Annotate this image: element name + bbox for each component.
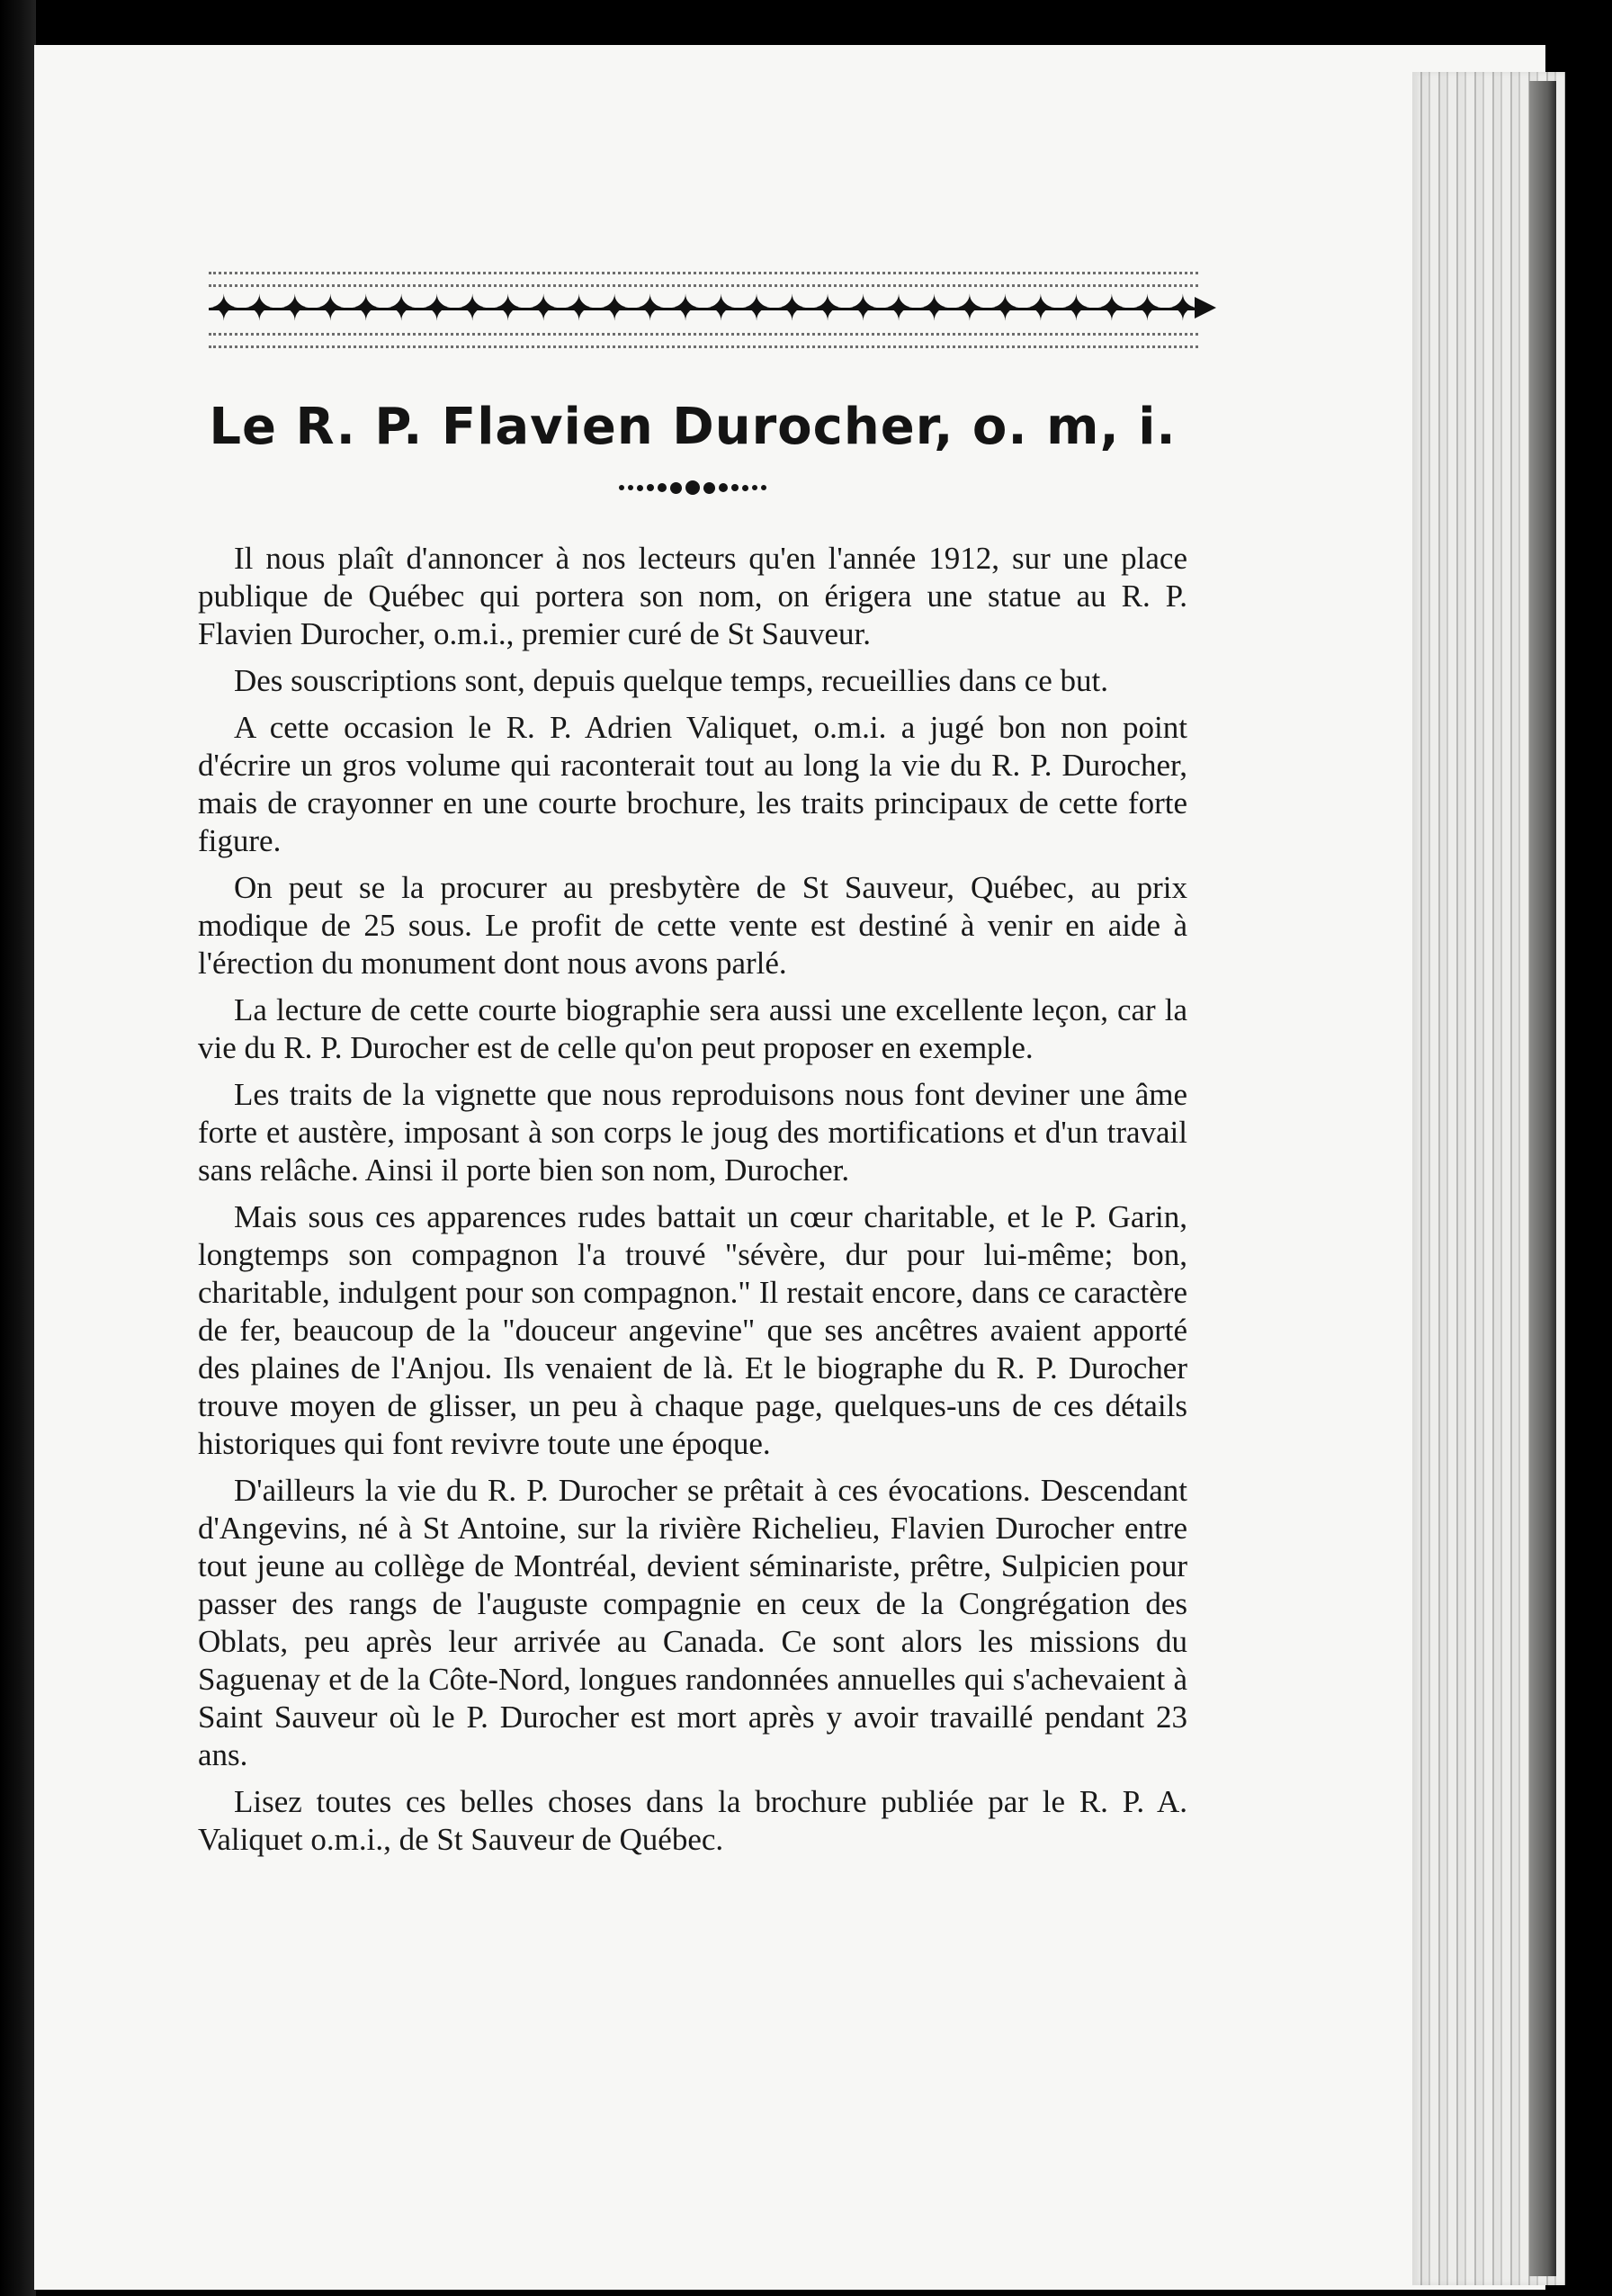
ornament-cross-icon: ✦ — [563, 288, 595, 329]
ornament-cross-icon: ✦ — [315, 288, 345, 329]
ornament-cross-icon: ✦ — [350, 288, 381, 329]
ornament-cross-icon: ✦ — [492, 288, 524, 329]
ornament-dotted-rule — [209, 345, 1198, 348]
ornament-cross-icon: ✦ — [990, 288, 1021, 329]
divider-dot-icon — [647, 484, 654, 491]
divider-dot-icon — [685, 480, 700, 495]
ornament-cross-icon: ✦ — [1025, 288, 1056, 329]
ornament-cross-icon: ✦ — [1061, 288, 1092, 329]
ornament-dotted-rule — [209, 272, 1198, 274]
ornament-cross-icon: ✦ — [918, 288, 950, 329]
book-cover-edge — [1529, 81, 1556, 2276]
paragraph: On peut se la procurer au presbytère de St Sauveur, Québec, au prix modique de 25 sous. Le profit de cette vente est destiné à venir en aide à l'érection du monument dont nous avons parlé. — [198, 870, 1187, 981]
ornament-cross-icon: ✦ — [954, 288, 985, 329]
ornament-cross-icon: ✦ — [209, 288, 239, 329]
article-title: Le R. P. Flavien Durocher, o. m, i. — [209, 398, 1177, 456]
ornament-cross-icon: ✦ — [528, 288, 559, 329]
ornament-cross-icon: ✦ — [599, 288, 630, 329]
divider-dot-icon — [658, 483, 667, 492]
ornament-cross-icon: ✦ — [1097, 288, 1127, 329]
ornament-cross-icon: ✦ — [670, 288, 701, 329]
ornament-cross-icon: ✦ — [705, 288, 737, 329]
paragraph: Les traits de la vignette que nous reproduisons nous font deviner une âme forte et austère, imposant à son corps le joug des mortifications et d'un travail sans relâche. Ainsi il porte bien son nom, Durocher. — [198, 1077, 1187, 1188]
paragraph: Mais sous ces apparences rudes battait un cœur charitable, et le P. Garin, longtemps son compagnon l'a trouvé "sévère, dur pour lui-même; bon, charitable, indulgent pour son compagnon." Il restait encore, dans ce caractère de fer, beaucoup de la "douceur angevine" que ses ancêtres avaient apporté des plaines de l'Anjou. Ils venaient de là. Et le biographe du R. P. Durocher trouve moyen de glisser, un peu à chaque page, quelques-uns de ces détails historiques qui font revivre toute une époque. — [198, 1199, 1187, 1461]
ornament-arrow-icon — [1195, 297, 1216, 318]
ornament-cross-icon: ✦ — [457, 288, 488, 329]
ornament-cross-icon: ✦ — [883, 288, 914, 329]
ornament-cross-icon: ✦ — [244, 288, 274, 329]
divider-dot-icon — [619, 485, 624, 490]
book-spine-shadow — [0, 0, 36, 2296]
paragraph: La lecture de cette courte biographie sera aussi une excellente leçon, car la vie du R. P. Durocher est de celle qu'on peut proposer en exemple. — [198, 992, 1187, 1065]
ornament-cross-icon: ✦ — [1168, 288, 1198, 329]
ornament-cross-icon: ✦ — [634, 288, 666, 329]
ornament-crosses — [209, 288, 1198, 329]
ornament-cross-icon: ✦ — [421, 288, 452, 329]
paragraph: Lisez toutes ces belles choses dans la brochure publiée par le R. P. A. Valiquet o.m.i., de St Sauveur de Québec. — [198, 1784, 1187, 1857]
ornament-cross-icon: ✦ — [812, 288, 843, 329]
divider-dot-icon — [731, 484, 739, 491]
divider-dot-icon — [703, 482, 715, 494]
paragraph: D'ailleurs la vie du R. P. Durocher se prêtait à ces évocations. Descendant d'Angevins, né à St Antoine, sur la rivière Richelieu, Flavien Durocher entre tout jeune au collège de Montréal, devient séminariste, prêtre, Sulpicien pour passer des rangs de l'auguste compagnie en ceux de la Congrégation des Oblats, peu après leur arrivée au Canada. Ce sont alors les missions du Saguenay et de la Côte-Nord, longues randonnées annuelles qui s'achevaient à Saint Sauveur où le P. Durocher est mort après y avoir travaillé pendant 23 ans. — [198, 1473, 1187, 1772]
header-ornament — [209, 261, 1198, 360]
ornament-dotted-rule — [209, 284, 1198, 287]
article-body — [198, 540, 1187, 1859]
ornament-cross-icon: ✦ — [776, 288, 808, 329]
paragraph: A cette occasion le R. P. Adrien Valiquet, o.m.i. a jugé bon non point d'écrire un gros volume qui raconterait tout au long la vie du R. P. Durocher, mais de crayonner en une courte brochure, les traits principaux de cette forte figure. — [198, 710, 1187, 858]
divider-dot-icon — [752, 485, 757, 490]
paragraph: Il nous plaît d'annoncer à nos lecteurs qu'en l'année 1912, sur une place publique de Québec qui portera son nom, on érigera une statue au R. P. Flavien Durocher, o.m.i., premier curé de St Sauveur. — [198, 541, 1187, 651]
ornament-cross-icon: ✦ — [386, 288, 416, 329]
divider-dot-icon — [742, 485, 748, 491]
divider-dot-icon — [761, 485, 766, 490]
divider-dot-icon — [670, 482, 682, 494]
divider-dot-icon — [719, 483, 728, 492]
divider-dot-icon — [637, 485, 643, 491]
title-divider-ornament — [607, 477, 778, 498]
ornament-cross-icon: ✦ — [741, 288, 772, 329]
paragraph: Des souscriptions sont, depuis quelque temps, recueillies dans ce but. — [234, 663, 1109, 698]
divider-dot-icon — [628, 485, 633, 490]
ornament-cross-icon: ✦ — [279, 288, 310, 329]
article — [198, 261, 1198, 1868]
ornament-cross-icon: ✦ — [847, 288, 879, 329]
ornament-cross-icon: ✦ — [1132, 288, 1163, 329]
ornament-dotted-rule — [209, 333, 1198, 336]
